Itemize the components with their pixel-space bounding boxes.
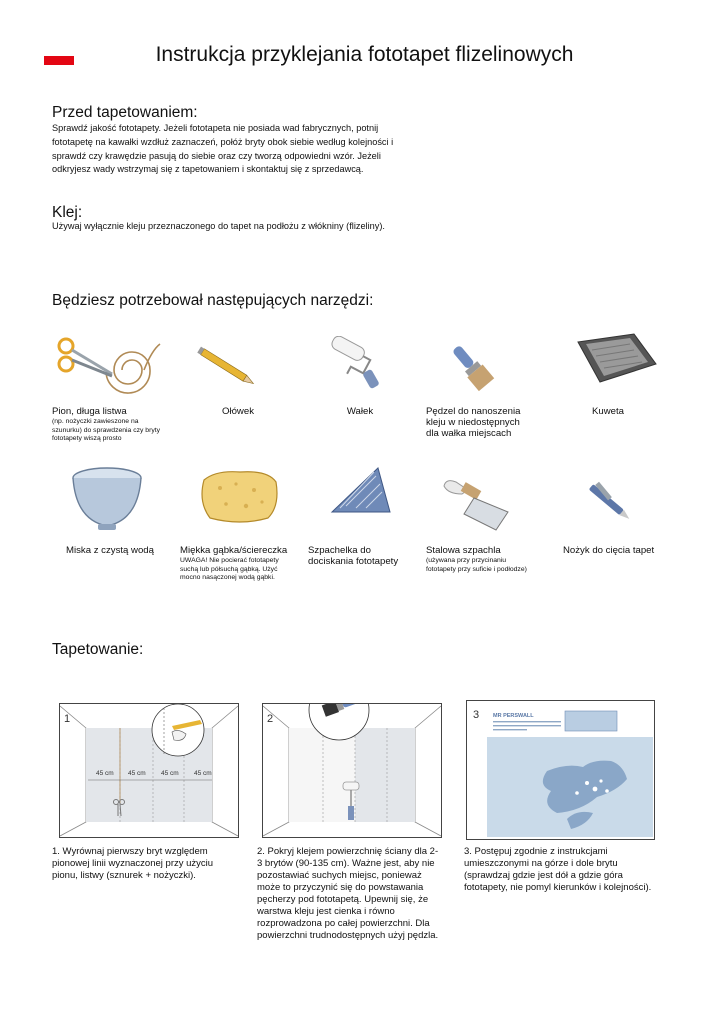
paint-brush-icon (446, 334, 508, 394)
utility-knife-icon (576, 476, 638, 526)
tool-tray-label: Kuweta (592, 406, 624, 417)
paint-roller-icon (322, 336, 392, 390)
print-brand-text: MR PERSWALL (493, 713, 534, 719)
tool-bowl-label: Miska z czystą wodą (66, 545, 154, 556)
step-3-illustration (466, 700, 655, 840)
plumb-line-scissors-icon (52, 330, 164, 398)
tool-spatula-label: Szpachelka do dociskania fototapety (308, 545, 399, 568)
bowl-icon (66, 460, 148, 538)
wallpapering-heading: Tapetowanie: (52, 641, 144, 658)
step-3-print-drawing (467, 701, 654, 839)
step-1-text: 1. Wyrównaj pierwszy bryt względem pionowej linii wyznaczonej przy użyciu pionu, listwy (sznurek + nożyczki). (52, 846, 214, 881)
measure-label: 45 cm (161, 770, 179, 777)
sponge-icon (196, 466, 282, 530)
step-2-number: 2 (267, 713, 274, 725)
measure-label: 45 cm (194, 770, 212, 777)
glue-heading: Klej: (52, 204, 83, 221)
before-line: fototapetę na kawałki wzdłuż zaznaczeń, połóż bryty obok siebie według kolejności i (52, 136, 394, 147)
tool-sponge-label: Miękka gąbka/ściereczka (180, 545, 288, 556)
smoothing-spatula-icon (318, 460, 398, 522)
before-line: sprawdź czy krawędzie pasują do siebie oraz czy tworzą odpowiedni wzór. Jeżeli (52, 150, 381, 161)
measure-label: 45 cm (128, 770, 146, 777)
tool-scraper-label: Stalowa szpachla (426, 545, 501, 556)
tool-plumb-label: Pion, długa listwa (52, 406, 127, 417)
step-3-number: 3 (473, 709, 480, 721)
tools-heading: Będziesz potrzebował następujących narzędzi: (52, 292, 374, 309)
step-3-text: 3. Postępuj zgodnie z instrukcjami umieszczonymi na górze i dole brytu (sprawdzaj gdzie jest dół a gdzie góra fototapety, nie pomyl kierunków i kolejności). (464, 846, 652, 893)
paint-tray-icon (570, 326, 662, 388)
page-title: Instrukcja przyklejania fototapet flizelinowych (155, 43, 574, 66)
tool-brush-label: Pędzel do nanoszenia kleju w niedostępnych dla wałka miejscach (426, 406, 521, 440)
tool-plumb-note: (np. nożyczki zawieszone na szunurku) do sprawdzenia czy bryty fototapety wiszą prosto (52, 418, 161, 443)
step-2-text: 2. Pokryj klejem powierzchnię ściany dla 2- 3 brytów (90-135 cm). Ważne jest, aby nie pozostawiać suchych miejsc, ponieważ może to przyczynić się do powstawania pęcherzy pod fototapetą. Upewnij się, że warstwa kleju jest cienka i równo rozprowadzona po całej powierzchni. Dla powierzchni trudnodostępnych użyj pędzla. (257, 846, 439, 941)
before-paragraph (52, 122, 452, 177)
tool-sponge-note: UWAGA! Nie pocierać fototapety suchą lub półsuchą gąbką. Użyć mocno nasączonej wodą gąbki. (180, 557, 279, 582)
measure-label: 45 cm (96, 770, 114, 777)
tool-scraper-note: (używana przy przycinaniu fototapety przy suficie i podłodze) (426, 557, 527, 573)
before-line: odkryjesz wady wstrzymaj się z tapetowaniem i skontaktuj się z sprzedawcą. (52, 164, 364, 175)
pencil-icon (190, 346, 262, 388)
step-1-illustration (59, 703, 239, 838)
step-2-wall-drawing (263, 704, 441, 837)
before-heading: Przed tapetowaniem: (52, 104, 198, 121)
before-line: Sprawdź jakość fototapety. Jeżeli fototapeta nie posiada wad fabrycznych, potnij (52, 123, 379, 133)
step-2-illustration (262, 703, 442, 838)
step-1-number: 1 (64, 713, 71, 725)
steel-scraper-icon (438, 468, 518, 534)
tool-roller-label: Wałek (346, 406, 374, 417)
glue-text: Używaj wyłącznie kleju przeznaczonego do tapet na podłożu z włókniny (flizeliny). (52, 221, 385, 231)
tool-pencil-label: Ołówek (222, 406, 254, 417)
tool-knife-label: Nożyk do cięcia tapet (563, 545, 655, 556)
